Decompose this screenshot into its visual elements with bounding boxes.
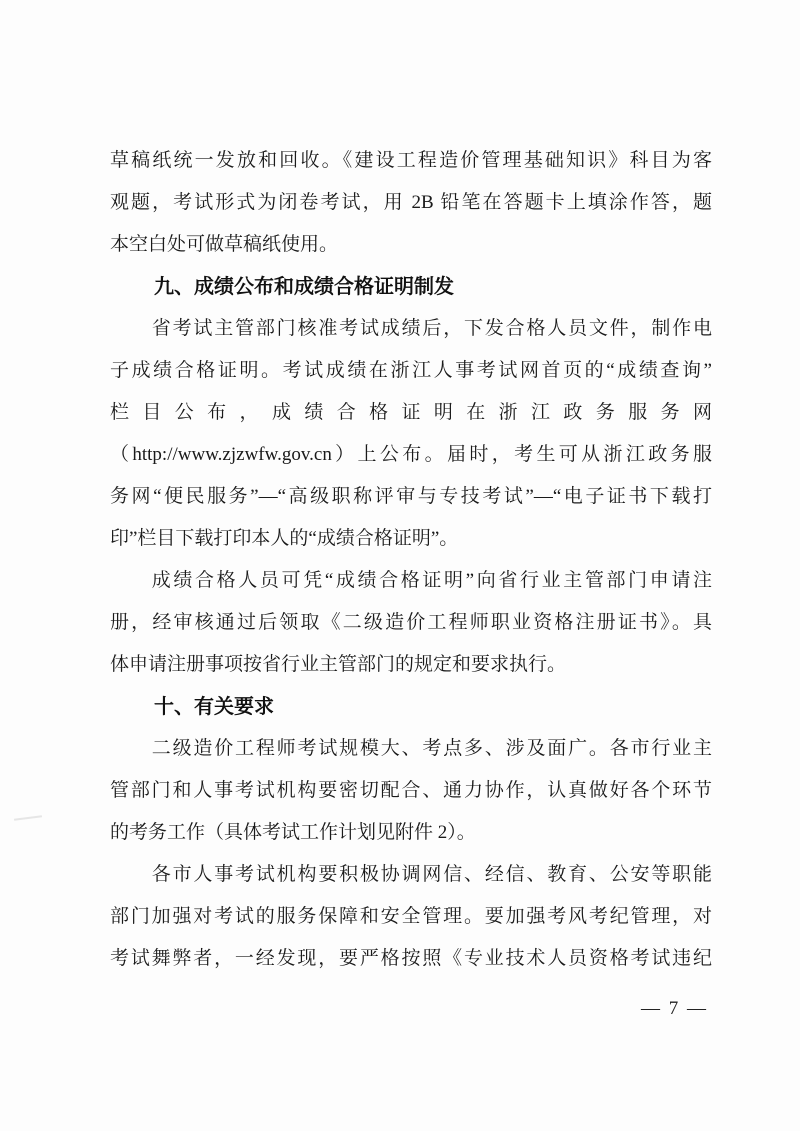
text-line: （http://www.zjzwfw.gov.cn）上公布。届时，考生可从浙江政务服 [110, 444, 712, 465]
text-line: 各市人事考试机构要积极协调网信、经信、教育、公安等职能 [151, 864, 712, 885]
document-body [110, 140, 712, 980]
text-line: 本空白处可做草稿纸使用。 [110, 234, 339, 255]
text-line: 印”栏目下载打印本人的“成绩合格证明”。 [110, 528, 459, 549]
text-line: 体申请注册事项按省行业主管部门的规定和要求执行。 [110, 654, 567, 675]
section-heading: 十、有关要求 [154, 696, 274, 718]
text-line: 管部门和人事考试机构要密切配合、通力协作，认真做好各个环节 [110, 780, 712, 801]
text-line: 观题，考试形式为闭卷考试，用 2B 铅笔在答题卡上填涂作答，题 [110, 192, 712, 213]
section-heading: 九、成绩公布和成绩合格证明制发 [154, 276, 454, 298]
text-line: 部门加强对考试的服务保障和安全管理。要加强考风考纪管理，对 [110, 906, 712, 927]
text-line: 草稿纸统一发放和回收。《建设工程造价管理基础知识》科目为客 [110, 150, 712, 171]
text-line: 子成绩合格证明。考试成绩在浙江人事考试网首页的“成绩查询” [110, 360, 712, 381]
text-line: 务网“便民服务”—“高级职称评审与专技考试”—“电子证书下载打 [110, 486, 712, 507]
text-line: 二级造价工程师考试规模大、考点多、涉及面广。各市行业主 [151, 738, 712, 759]
text-line: 省考试主管部门核准考试成绩后，下发合格人员文件，制作电 [151, 318, 712, 339]
text-line: 成绩合格人员可凭“成绩合格证明”向省行业主管部门申请注 [151, 570, 712, 591]
text-line: 册，经审核通过后领取《二级造价工程师职业资格注册证书》。具 [110, 612, 712, 633]
page-number: — 7 — [641, 998, 708, 1019]
text-line: 考试舞弊者，一经发现，要严格按照《专业技术人员资格考试违纪 [110, 948, 712, 969]
scan-artifact [14, 815, 42, 820]
text-line: 栏目公布，成绩合格证明在浙江政务服务网 [110, 402, 712, 423]
text-line: 的考务工作（具体考试工作计划见附件 2）。 [110, 822, 476, 843]
